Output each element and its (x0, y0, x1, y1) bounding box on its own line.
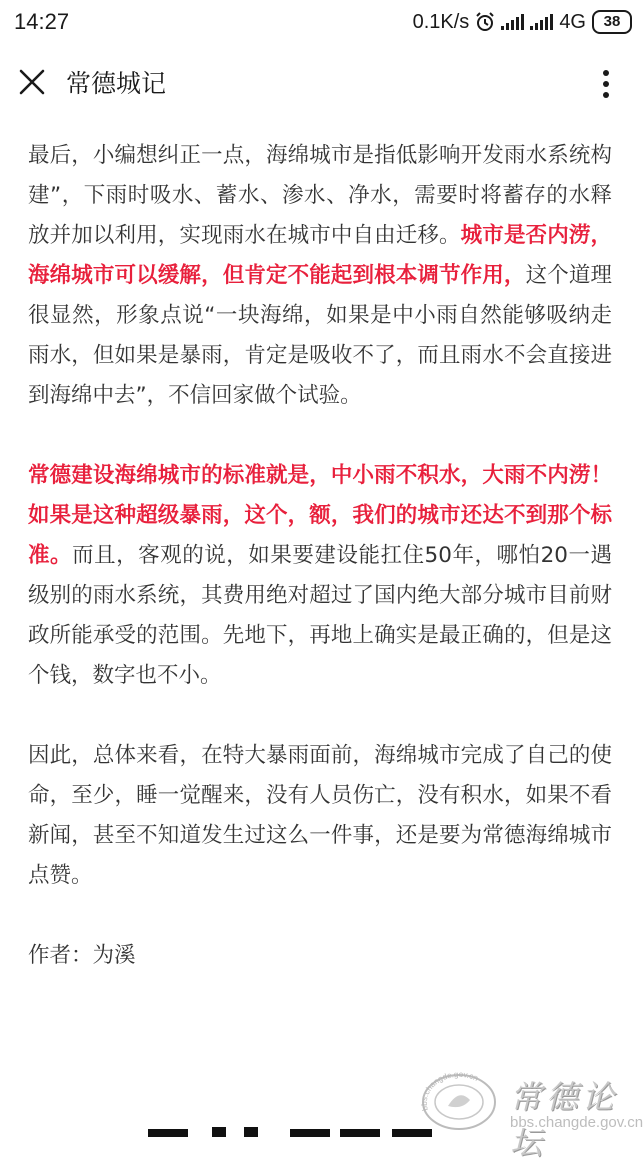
article-paragraph (28, 456, 612, 696)
signal-icon (530, 14, 553, 30)
article-author: 作者：为溪 (28, 943, 136, 968)
watermark-title: 常德论坛 (510, 1078, 619, 1162)
status-indicators (413, 9, 632, 35)
paragraph-text: 因此，总体来看，在特大暴雨面前，海绵城市完成了自己的使命，至少，睡一觉醒来，没有人员伤亡，没有积水，如果不看新闻，甚至不知道发生过这么一件事，还是要为常德海绵城市点赞。 (28, 743, 612, 888)
status-bar (0, 0, 640, 44)
emphasis-text: 常德建设海绵城市的标准就是，中小雨不积水，大雨不内涝！如果是这种超级暴雨，这个，额，我们的城市还达不到那个标准。 (28, 463, 612, 568)
forum-seal-logo (418, 1070, 500, 1132)
article-body (28, 136, 612, 976)
signal-icon (501, 14, 524, 30)
forum-watermark (418, 1070, 643, 1162)
close-icon[interactable] (18, 68, 46, 96)
seal-text: bbs.changde.gov.cn (419, 1070, 480, 1112)
network-speed: 0.1K/s (412, 10, 470, 33)
paragraph-spacer (28, 696, 612, 736)
watermark-url: bbs.changde.gov.cn (510, 1114, 643, 1131)
paragraph-text: 这个道理很显然，形象点说“一块海绵，如果是中小雨自然能够吸纳走雨水，但如果是暴雨，肯定是吸收不了，而且雨水不会直接进到海绵中去”，不信回家做个试验。 (28, 263, 612, 408)
emphasis-text: 城市是否内涝，海绵城市可以缓解，但肯定不能起到根本调节作用， (28, 223, 612, 288)
nav-bar (0, 44, 640, 120)
article-paragraph (28, 136, 612, 416)
paragraph-text: 而且，客观的说，如果要建设能扛住50年，哪怕20一遇级别的雨水系统，其费用绝对超过了国内绝大部分城市目前财政所能承受的范围。先地下，再地上确实是最正确的，但是这个钱，数字也不小。 (28, 543, 612, 688)
battery-icon: 38 (592, 10, 632, 34)
paragraph-spacer (28, 896, 612, 936)
status-time: 14:27 (14, 9, 70, 34)
network-type: 4G (559, 10, 586, 33)
article-paragraph (28, 736, 612, 896)
next-image-preview (140, 1126, 440, 1137)
page-title: 常德城记 (66, 69, 167, 98)
paragraph-spacer (28, 416, 612, 456)
alarm-icon (475, 12, 495, 32)
paragraph-text: 最后，小编想纠正一点，海绵城市是指低影响开发雨水系统构建”，下雨时吸水、蓄水、渗水、净水，需要时将蓄存的水释放并加以利用，实现雨水在城市中自由迁移。 (28, 143, 612, 248)
more-vertical-icon[interactable] (602, 70, 610, 98)
